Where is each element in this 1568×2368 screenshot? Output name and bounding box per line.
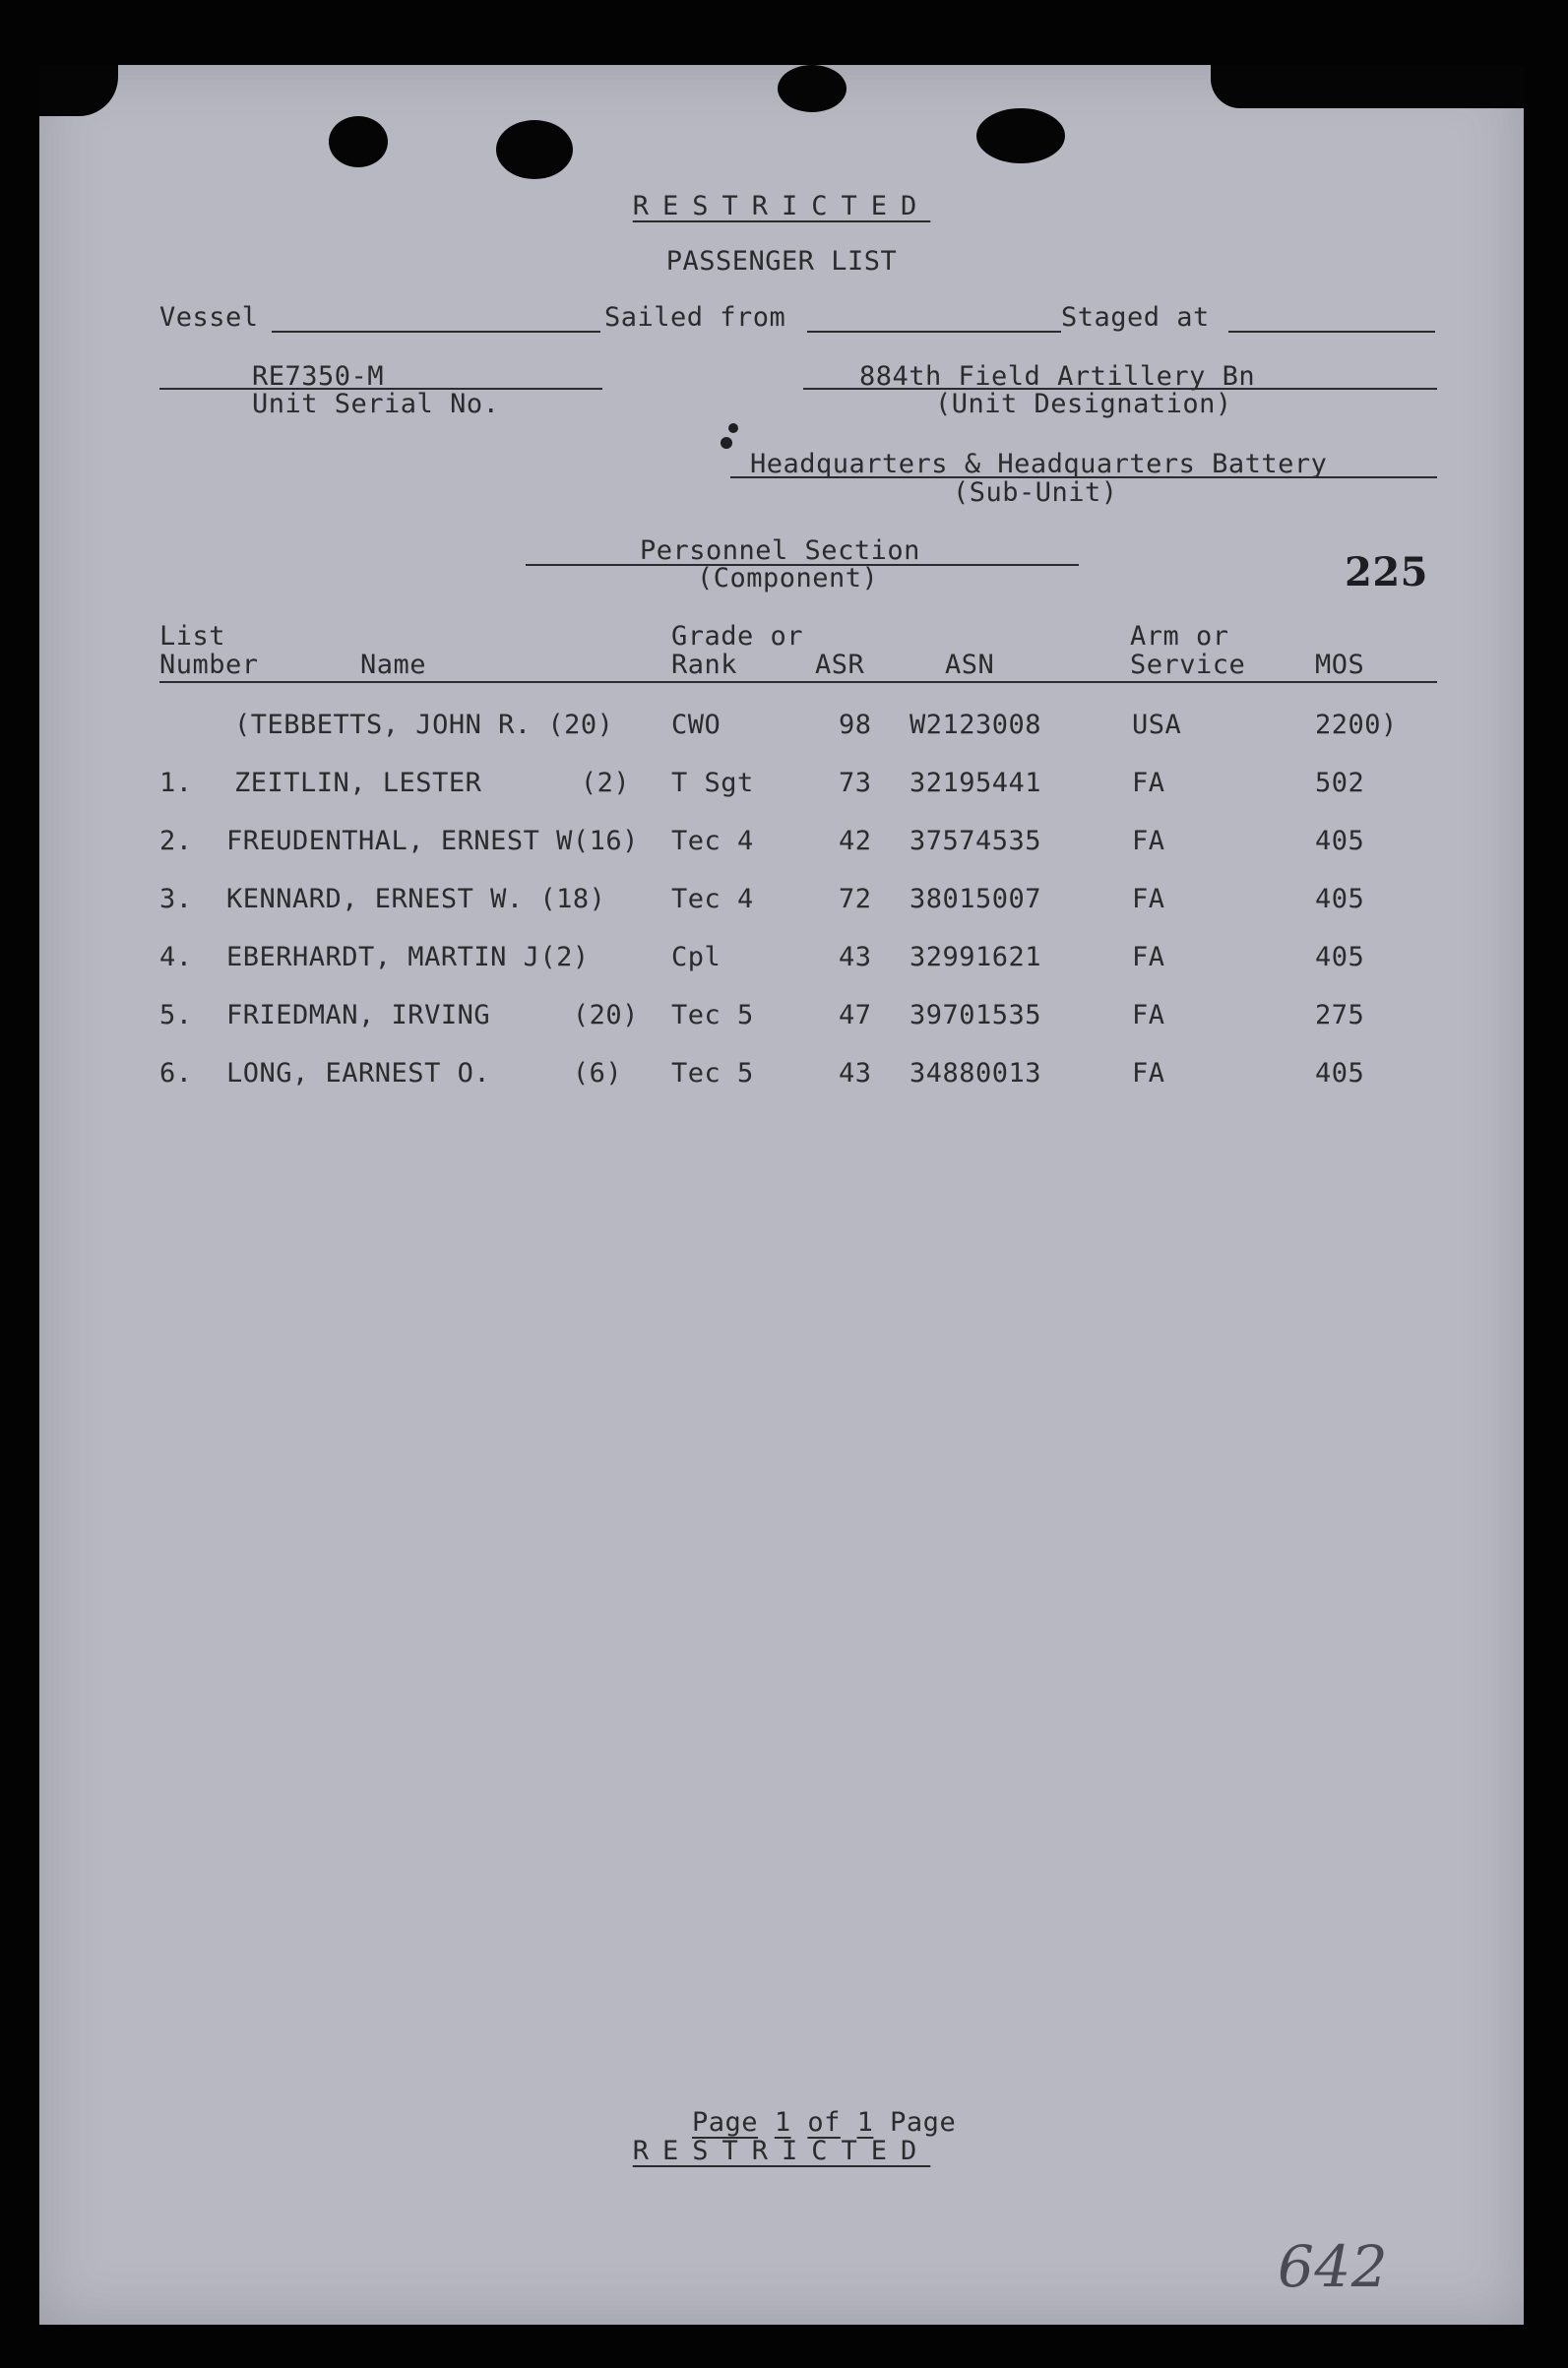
punch-hole bbox=[496, 120, 573, 179]
handwritten-number: 642 bbox=[1278, 2233, 1389, 2300]
row-number: 5. bbox=[159, 1000, 193, 1030]
row-grade: T Sgt bbox=[671, 768, 754, 798]
row-asn: 34880013 bbox=[909, 1058, 1042, 1089]
restricted-heading: RESTRICTED bbox=[632, 191, 931, 221]
row-asn: 37574535 bbox=[909, 826, 1042, 856]
row-number: 1. bbox=[159, 768, 193, 798]
document-sheet bbox=[39, 65, 1524, 2325]
col-list-number-2: Number bbox=[159, 650, 259, 680]
punch-hole bbox=[329, 116, 388, 167]
restricted-footer: RESTRICTED bbox=[632, 2136, 931, 2166]
of-word: of bbox=[807, 2107, 841, 2138]
row-arm: FA bbox=[1132, 1000, 1165, 1030]
col-name: Name bbox=[360, 650, 427, 680]
torn-edge-right bbox=[1211, 65, 1524, 108]
row-grade: CWO bbox=[671, 710, 721, 740]
torn-corner-left bbox=[39, 65, 118, 116]
col-arm-2: Service bbox=[1130, 650, 1246, 680]
row-mos: 275 bbox=[1315, 1000, 1365, 1030]
vessel-field-line bbox=[272, 331, 600, 333]
component: Personnel Section bbox=[640, 535, 920, 566]
page-total: 1 bbox=[856, 2107, 874, 2138]
row-grade: Tec 5 bbox=[671, 1058, 754, 1089]
row-name: KENNARD, ERNEST W. (18) bbox=[226, 884, 606, 914]
ink-mark bbox=[728, 423, 738, 433]
row-asr: 47 bbox=[839, 1000, 872, 1030]
row-arm: FA bbox=[1132, 1058, 1165, 1089]
row-name: (TEBBETTS, JOHN R. (20) bbox=[234, 710, 614, 740]
col-arm-1: Arm or bbox=[1130, 621, 1229, 652]
col-asn: ASN bbox=[945, 650, 995, 680]
row-asr: 43 bbox=[839, 942, 872, 972]
row-asn: 39701535 bbox=[909, 1000, 1042, 1030]
punch-hole bbox=[778, 65, 847, 112]
row-asn: 32195441 bbox=[909, 768, 1042, 798]
col-asr: ASR bbox=[815, 650, 865, 680]
sub-unit: Headquarters & Headquarters Battery bbox=[750, 449, 1328, 479]
ink-mark bbox=[721, 437, 732, 449]
page-word: Page bbox=[692, 2107, 759, 2138]
row-mos: 405 bbox=[1315, 1058, 1365, 1089]
component-label: (Component) bbox=[697, 563, 879, 593]
row-asn: 32991621 bbox=[909, 942, 1042, 972]
staged-at-field-line bbox=[1228, 331, 1435, 333]
row-grade: Tec 4 bbox=[671, 826, 754, 856]
row-number: 2. bbox=[159, 826, 193, 856]
row-grade: Tec 5 bbox=[671, 1000, 754, 1030]
row-mos: 405 bbox=[1315, 942, 1365, 972]
row-asr: 73 bbox=[839, 768, 872, 798]
header-rule bbox=[159, 681, 1437, 683]
row-asr: 43 bbox=[839, 1058, 872, 1089]
row-asn: W2123008 bbox=[909, 710, 1042, 740]
unit-serial-label: Unit Serial No. bbox=[252, 389, 500, 419]
row-asr: 98 bbox=[839, 710, 872, 740]
page-suffix: Page bbox=[890, 2107, 957, 2138]
row-name: FRIEDMAN, IRVING (20) bbox=[226, 1000, 639, 1030]
row-grade: Cpl bbox=[671, 942, 721, 972]
col-grade-2: Rank bbox=[671, 650, 738, 680]
row-arm: FA bbox=[1132, 942, 1165, 972]
row-number: 3. bbox=[159, 884, 193, 914]
row-grade: Tec 4 bbox=[671, 884, 754, 914]
row-asr: 42 bbox=[839, 826, 872, 856]
row-name: LONG, EARNEST O. (6) bbox=[226, 1058, 623, 1089]
row-mos: 2200) bbox=[1315, 710, 1398, 740]
row-asr: 72 bbox=[839, 884, 872, 914]
row-arm: FA bbox=[1132, 826, 1165, 856]
row-arm: USA bbox=[1132, 710, 1182, 740]
unit-designation-label: (Unit Designation) bbox=[935, 389, 1232, 419]
row-name: FREUDENTHAL, ERNEST W(16) bbox=[226, 826, 639, 856]
unit-serial-number: RE7350-M bbox=[252, 361, 385, 392]
document-title: PASSENGER LIST bbox=[665, 246, 898, 277]
row-arm: FA bbox=[1132, 768, 1165, 798]
row-number: 6. bbox=[159, 1058, 193, 1089]
row-mos: 502 bbox=[1315, 768, 1365, 798]
unit-designation: 884th Field Artillery Bn bbox=[859, 361, 1256, 392]
row-mos: 405 bbox=[1315, 826, 1365, 856]
sailed-from-label: Sailed from bbox=[604, 302, 786, 333]
punch-hole bbox=[976, 108, 1065, 163]
page-current: 1 bbox=[774, 2107, 791, 2138]
col-list-number-1: List bbox=[159, 621, 226, 652]
vessel-label: Vessel bbox=[159, 302, 259, 333]
col-mos: MOS bbox=[1315, 650, 1365, 680]
row-arm: FA bbox=[1132, 884, 1165, 914]
row-name: ZEITLIN, LESTER (2) bbox=[234, 768, 631, 798]
stamped-number: 225 bbox=[1345, 549, 1428, 595]
col-grade-1: Grade or bbox=[671, 621, 804, 652]
staged-at-label: Staged at bbox=[1061, 302, 1210, 333]
row-mos: 405 bbox=[1315, 884, 1365, 914]
row-name: EBERHARDT, MARTIN J(2) bbox=[226, 942, 590, 972]
row-number: 4. bbox=[159, 942, 193, 972]
sailed-from-field-line bbox=[807, 331, 1061, 333]
sub-unit-label: (Sub-Unit) bbox=[953, 477, 1118, 508]
row-asn: 38015007 bbox=[909, 884, 1042, 914]
